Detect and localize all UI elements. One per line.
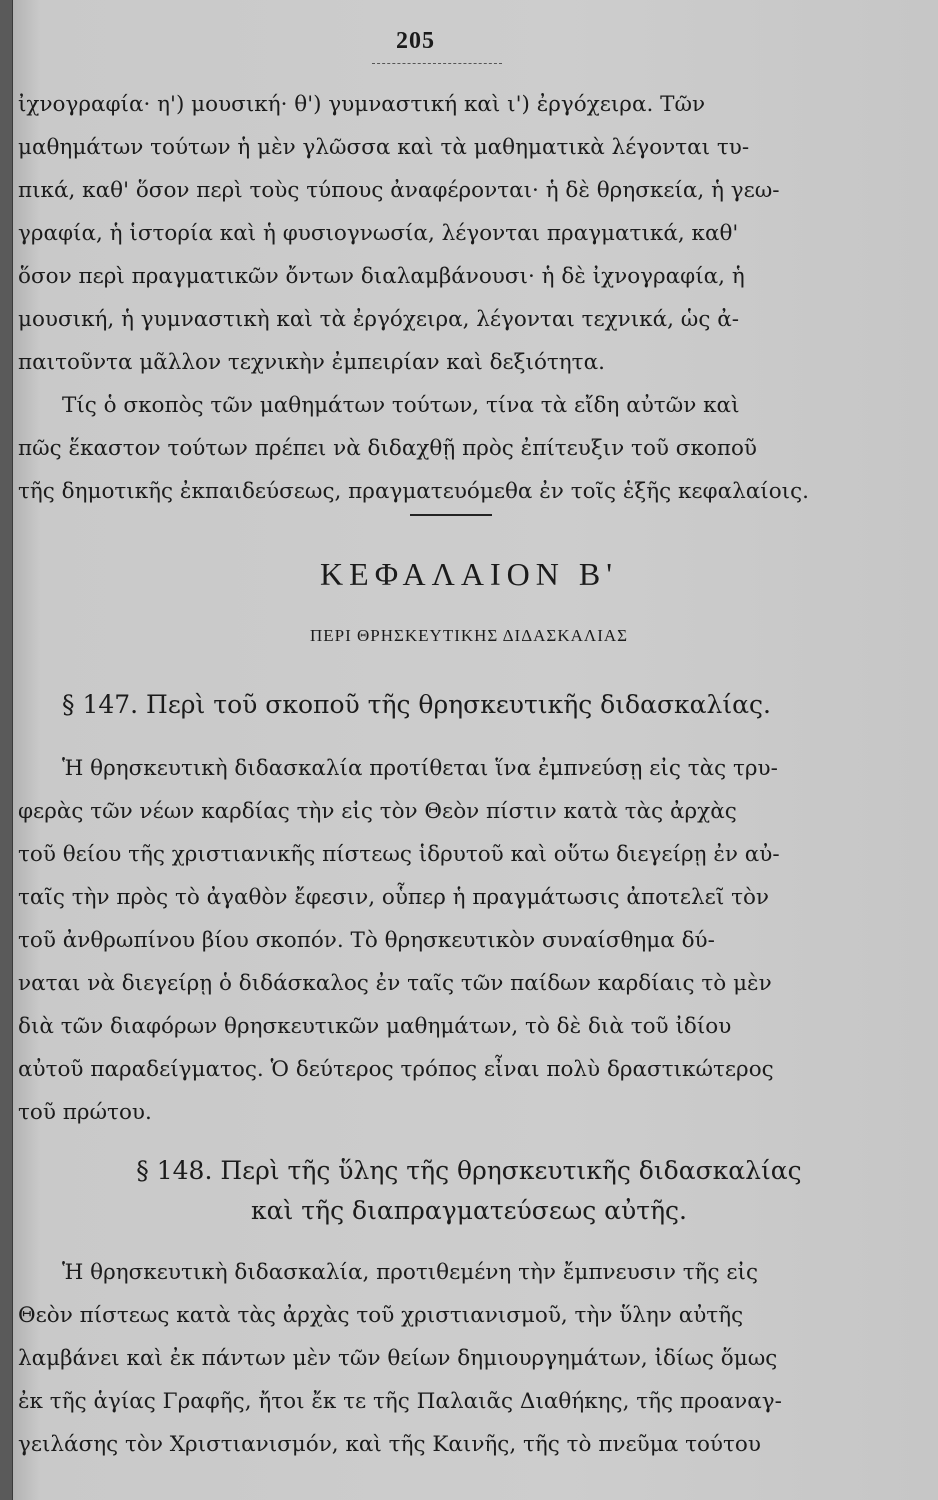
text-line: μουσική, ἡ γυμναστικὴ καὶ τὰ ἐργόχειρα, λέγονται τεχνικά, ὡς ἀ-: [18, 307, 739, 332]
chapter-title: ΚΕΦΑΛΑΙΟΝ Β': [320, 556, 618, 592]
text-line: τοῦ ἀνθρωπίνου βίου σκοπόν. Τὸ θρησκευτικὸν συναίσθημα δύ-: [18, 928, 715, 953]
text-line: πικά, καθ' ὅσον περὶ τοὺς τύπους ἀναφέρονται· ἡ δὲ θρησκεία, ἡ γεω-: [18, 178, 780, 203]
text-line: φερὰς τῶν νέων καρδίας τὴν εἰς τὸν Θεὸν πίστιν κατὰ τὰς ἀρχὰς: [18, 799, 737, 824]
header-dotted-rule: [372, 63, 502, 64]
text-line: Θεὸν πίστεως κατὰ τὰς ἀρχὰς τοῦ χριστιανισμοῦ, τὴν ὕλην αὐτῆς: [18, 1303, 744, 1328]
text-line: Ἡ θρησκευτικὴ διδασκαλία προτίθεται ἵνα ἐμπνεύσῃ εἰς τὰς τρυ-: [62, 756, 778, 781]
text-line: γειλάσης τὸν Χριστιανισμόν, καὶ τῆς Καινῆς, τῆς τὸ πνεῦμα τούτου: [18, 1432, 761, 1457]
section-separator-rule: [410, 514, 492, 516]
text-line: μαθημάτων τούτων ἡ μὲν γλῶσσα καὶ τὰ μαθηματικὰ λέγονται τυ-: [18, 135, 750, 160]
text-line: Τίς ὁ σκοπὸς τῶν μαθημάτων τούτων, τίνα τὰ εἴδη αὐτῶν καὶ: [62, 393, 740, 418]
text-line: αὐτοῦ παραδείγματος. Ὁ δεύτερος τρόπος εἶναι πολὺ δραστικώτερος: [18, 1057, 774, 1082]
text-line: γραφία, ἡ ἱστορία καὶ ἡ φυσιογνωσία, λέγονται πραγματικά, καθ': [18, 221, 739, 246]
section-148-heading: § 148. Περὶ τῆς ὕλης τῆς θρησκευτικῆς διδασκαλίας: [136, 1156, 802, 1185]
book-binding-edge: [0, 0, 13, 1500]
text-line: ὅσον περὶ πραγματικῶν ὄντων διαλαμβάνουσι· ἡ δὲ ἰχνογραφία, ἡ: [18, 264, 745, 289]
text-line: τοῦ πρώτου.: [18, 1100, 152, 1125]
text-line: Ἡ θρησκευτικὴ διδασκαλία, προτιθεμένη τὴν ἔμπνευσιν τῆς εἰς: [62, 1260, 759, 1285]
text-line: τοῦ θείου τῆς χριστιανικῆς πίστεως ἱδρυτοῦ καὶ οὕτω διεγείρῃ ἐν αὐ-: [18, 842, 780, 867]
text-line: πῶς ἕκαστον τούτων πρέπει νὰ διδαχθῇ πρὸς ἐπίτευξιν τοῦ σκοποῦ: [18, 436, 757, 461]
text-line: ναται νὰ διεγείρῃ ὁ διδάσκαλος ἐν ταῖς τῶν παίδων καρδίαις τὸ μὲν: [18, 971, 772, 996]
text-line: τῆς δημοτικῆς ἐκπαιδεύσεως, πραγματευόμεθα ἐν τοῖς ἑξῆς κεφαλαίοις.: [18, 479, 809, 504]
text-line: διὰ τῶν διαφόρων θρησκευτικῶν μαθημάτων, τὸ δὲ διὰ τοῦ ἰδίου: [18, 1014, 732, 1039]
text-line: παιτοῦντα μᾶλλον τεχνικὴν ἐμπειρίαν καὶ δεξιότητα.: [18, 350, 605, 375]
section-147-heading: § 147. Περὶ τοῦ σκοποῦ τῆς θρησκευτικῆς διδασκαλίας.: [62, 690, 771, 719]
text-line: ἐκ τῆς ἁγίας Γραφῆς, ἤτοι ἔκ τε τῆς Παλαιᾶς Διαθήκης, τῆς προαναγ-: [18, 1389, 782, 1414]
chapter-subtitle: ΠΕΡΙ ΘΡΗΣΚΕΥΤΙΚΗΣ ΔΙΔΑΣΚΑΛΙΑΣ: [309, 626, 629, 645]
page-number: 205: [396, 28, 435, 54]
text-line: ἰχνογραφία· η') μουσική· θ') γυμναστική καὶ ι') ἐργόχειρα. Τῶν: [18, 92, 706, 117]
text-line: ταῖς τὴν πρὸς τὸ ἀγαθὸν ἔφεσιν, οὗπερ ἡ πραγμάτωσις ἀποτελεῖ τὸν: [18, 885, 769, 910]
section-148-heading-cont: καὶ τῆς διαπραγματεύσεως αὐτῆς.: [251, 1196, 687, 1225]
text-line: λαμβάνει καὶ ἐκ πάντων μὲν τῶν θείων δημιουργημάτων, ἰδίως ὅμως: [18, 1346, 778, 1371]
